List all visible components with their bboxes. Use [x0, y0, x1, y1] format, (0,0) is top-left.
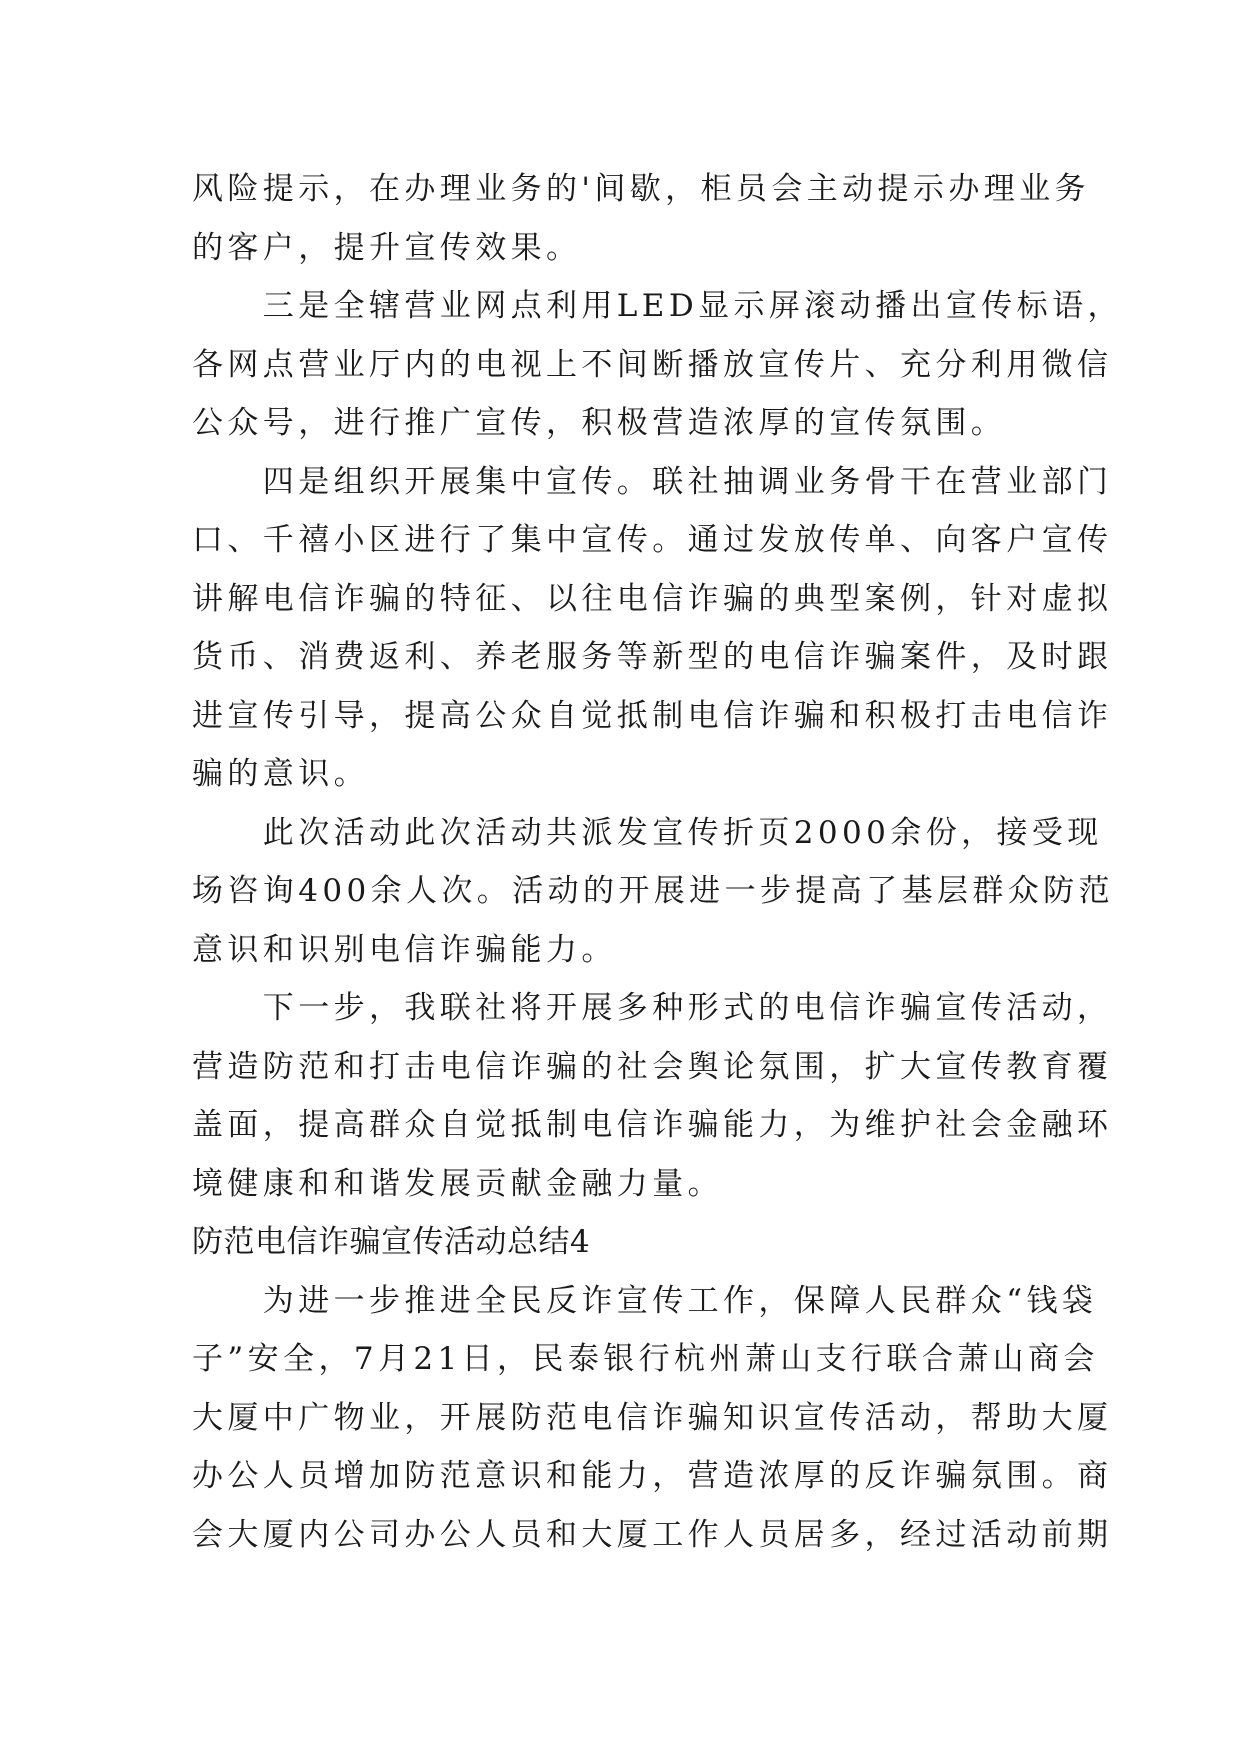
text-line: 此次活动此次活动共派发宣传折页2000余份，接受现: [192, 814, 1103, 851]
text-line: 意识和识别电信诈骗能力。: [192, 931, 617, 968]
text-line: 进宣传引导，提高公众自觉抵制电信诈骗和积极打击电信诈: [192, 697, 1113, 734]
text-line: 场咨询400余人次。活动的开展进一步提高了基层群众防范: [192, 873, 1114, 909]
text-line: 盖面，提高群众自觉抵制电信诈骗能力，为维护社会金融环: [192, 1107, 1113, 1143]
text-line: 会大厦内公司办公人员和大厦工作人员居多，经过活动前期: [192, 1516, 1113, 1553]
text-line: 骗的意识。: [192, 756, 369, 792]
text-line: 三是全辖营业网点利用LED显示屏滚动播出宣传标语，: [192, 288, 1123, 324]
text-line: 营造防范和打击电信诈骗的社会舆论氛围，扩大宣传教育覆: [192, 1048, 1113, 1085]
section-heading: 防范电信诈骗宣传活动总结4: [192, 1224, 591, 1260]
text-line: 的客户，提升宣传效果。: [192, 229, 582, 266]
text-line: 公众号，进行推广宣传，积极营造浓厚的宣传氛围。: [192, 405, 1007, 441]
text-line: 货币、消费返利、养老服务等新型的电信诈骗案件，及时跟: [192, 639, 1113, 675]
text-line: 讲解电信诈骗的特征、以往电信诈骗的典型案例，针对虚拟: [192, 580, 1113, 617]
text-line: 四是组织开展集中宣传。联社抽调业务骨干在营业部门: [192, 463, 1113, 500]
text-line: 口、千禧小区进行了集中宣传。通过发放传单、向客户宣传: [192, 522, 1113, 558]
body-text: [192, 160, 1123, 1564]
text-line: 风险提示，在办理业务的'间歇，柜员会主动提示办理业务: [192, 171, 1090, 207]
text-line: 为进一步推进全民反诈宣传工作，保障人民群众“钱袋: [192, 1282, 1098, 1319]
text-line: 下一步，我联社将开展多种形式的电信诈骗宣传活动，: [192, 990, 1113, 1026]
text-line: 子”安全，7月21日，民泰银行杭州萧山支行联合萧山商会: [192, 1341, 1099, 1377]
text-line: 办公人员增加防范意识和能力，营造浓厚的反诈骗氛围。商: [192, 1458, 1113, 1494]
text-line: 大厦中广物业，开展防范电信诈骗知识宣传活动，帮助大厦: [192, 1399, 1113, 1436]
text-line: 各网点营业厅内的电视上不间断播放宣传片、充分利用微信: [192, 346, 1113, 383]
text-line: 境健康和和谐发展贡献金融力量。: [192, 1165, 723, 1202]
